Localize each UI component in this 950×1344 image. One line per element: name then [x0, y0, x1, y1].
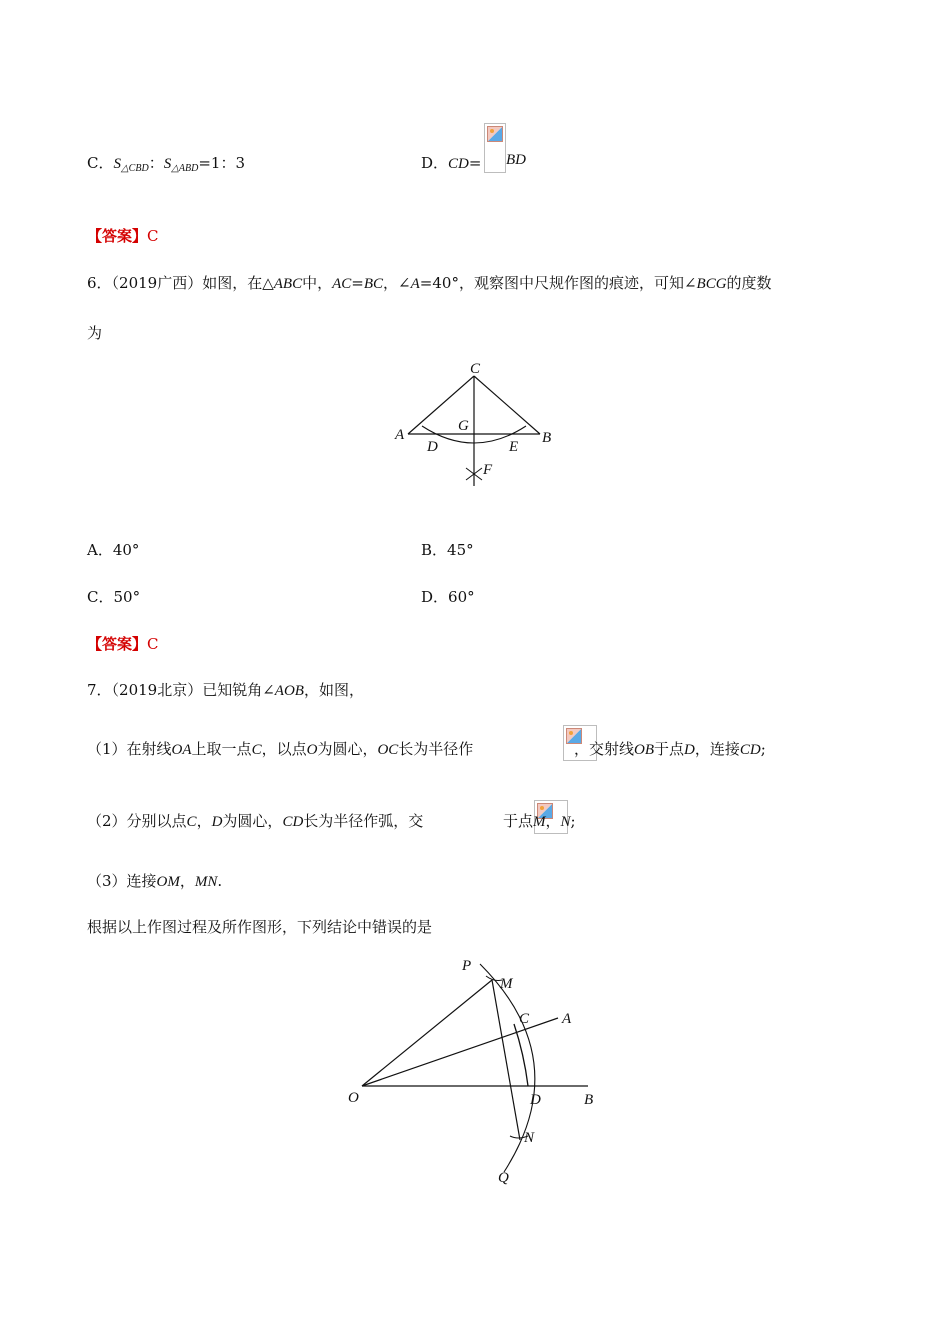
ray-oa: [362, 1018, 558, 1086]
q6-option-b: B．45°: [421, 541, 474, 559]
q5-option-d-bd: BD: [506, 152, 526, 168]
q7-step-3: （3）连接OM，MN.: [87, 872, 223, 890]
arc-cd: [514, 1024, 528, 1086]
q7-figure: [340, 950, 610, 1190]
q7-step-1: （1）在射线OA上取一点C，以点O为圆心，OC长为半径作: [87, 740, 474, 758]
q6-option-c: C．50°: [87, 588, 141, 606]
label-e: E: [509, 439, 519, 455]
q6-stem: 6．（2019广西）如图，在△ABC中，AC=BC，∠A=40°，观察图中尺规作图的痕迹，可知∠BCG的度数: [87, 274, 772, 292]
q5-option-c: C．$S_{\triangle CBD}$：$S_{\triangle ABD}=1$：3: [87, 154, 245, 174]
q5-option-d: D．CD=: [421, 154, 482, 172]
label-m: M: [500, 976, 513, 992]
broken-image-icon: [484, 123, 506, 173]
label-p: P: [462, 958, 472, 974]
q6-option-a: A．40°: [87, 541, 140, 559]
q7-step-1-cont: ，交射线OB于点D，连接CD;: [574, 740, 766, 758]
q7-step-2: （2）分别以点C，D为圆心，CD长为半径作弧，交: [87, 812, 424, 830]
label-o: O: [348, 1090, 359, 1106]
label-b: B: [542, 430, 552, 446]
segment-om: [362, 980, 492, 1086]
label-b: B: [584, 1092, 594, 1108]
label-a: A: [562, 1011, 572, 1027]
label-f: F: [483, 462, 493, 478]
q6-option-d: D．60°: [421, 588, 475, 606]
q7-step-2-cont: 于点M，N;: [503, 812, 576, 830]
q6-figure: [390, 358, 560, 490]
q7-stem: 7．（2019北京）已知锐角∠AOB，如图，: [87, 681, 364, 699]
label-n: N: [524, 1130, 535, 1146]
q5-answer: 【答案】C: [87, 227, 159, 245]
segment-mn: [492, 980, 520, 1140]
label-d: D: [530, 1092, 541, 1108]
label-q: Q: [498, 1170, 509, 1186]
label-d: D: [427, 439, 438, 455]
q6-answer: 【答案】C: [87, 635, 159, 653]
q7-conclusion: 根据以上作图过程及所作图形，下列结论中错误的是: [87, 918, 433, 936]
label-c: C: [519, 1011, 530, 1027]
q6-stem-line2: 为: [87, 324, 103, 342]
label-c: C: [470, 361, 481, 377]
label-a: A: [395, 427, 405, 443]
image-placeholder-icon: [487, 126, 503, 142]
segment-bc: [474, 376, 540, 434]
label-g: G: [458, 418, 469, 434]
